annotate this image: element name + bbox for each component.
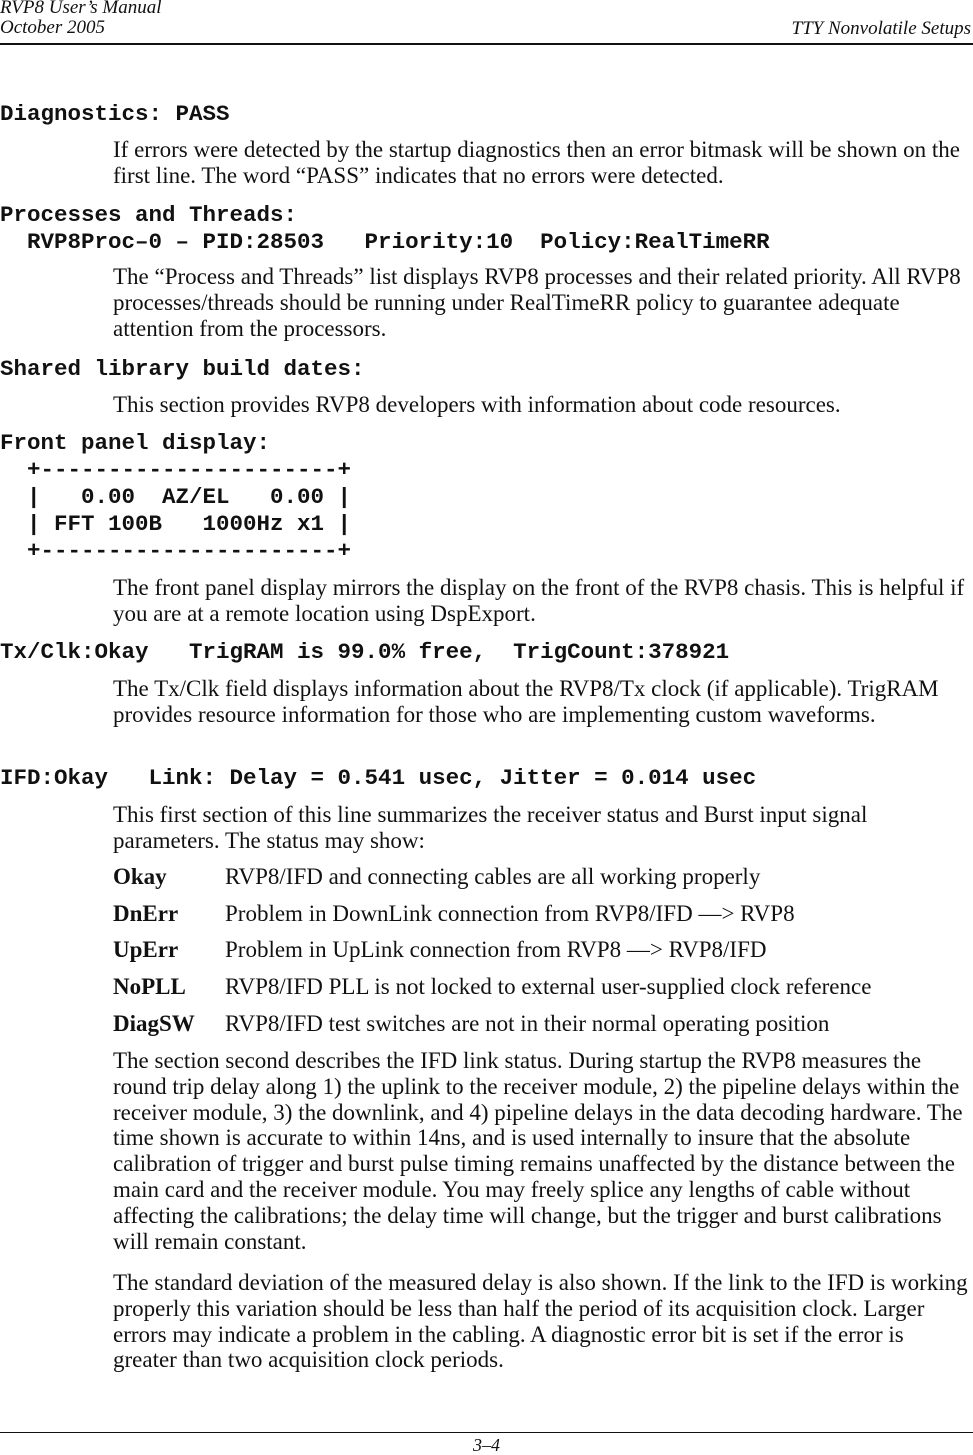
status-code: DnErr	[113, 901, 179, 926]
txclk-code: Tx/Clk:Okay TrigRAM is 99.0% free, TrigCount:378921	[0, 639, 730, 665]
front-panel-code-line-5: +----------------------+	[0, 538, 352, 564]
shared-library-description: This section provides RVP8 developers with information about code resources.	[113, 392, 841, 417]
section-title: TTY Nonvolatile Setups	[791, 18, 971, 39]
status-description: RVP8/IFD PLL is not locked to external user-supplied clock reference	[225, 974, 872, 999]
diagnostics-description: If errors were detected by the startup diagnostics then an error bitmask will be shown on the first line. The word “PASS” indicates that no errors were detected.	[113, 137, 960, 188]
processes-code-line-2: RVP8Proc–0 – PID:28503 Priority:10 Policy:RealTimeRR	[0, 229, 770, 255]
header-divider	[0, 43, 973, 45]
ifd-code: IFD:Okay Link: Delay = 0.541 usec, Jitter = 0.014 usec	[0, 765, 757, 791]
footer-divider	[0, 1432, 973, 1433]
status-code: UpErr	[113, 937, 179, 962]
front-panel-code-line-1: Front panel display:	[0, 430, 271, 456]
shared-library-code: Shared library build dates:	[0, 356, 365, 382]
front-panel-description: The front panel display mirrors the display on the front of the RVP8 chasis. This is helpful if you are at a remote location using DspExport.	[113, 575, 965, 626]
status-code: NoPLL	[113, 974, 186, 999]
ifd-jitter-description: The standard deviation of the measured delay is also shown. If the link to the IFD is working properly this variation should be less than half the period of its acquisition clock. Larger errors may indicate a problem in the cabling. A diagnostic error bit is set if the error is greater than two acquisition clock periods.	[113, 1270, 968, 1373]
status-description: Problem in DownLink connection from RVP8/IFD —> RVP8	[225, 901, 795, 926]
front-panel-code-line-4: | FFT 100B 1000Hz x1 |	[0, 511, 352, 537]
status-code: DiagSW	[113, 1011, 195, 1036]
processes-code-line-1: Processes and Threads:	[0, 202, 298, 228]
running-header-left	[0, 0, 162, 38]
front-panel-code-line-3: | 0.00 AZ/EL 0.00 |	[0, 484, 352, 510]
status-code: Okay	[113, 864, 167, 889]
manual-title: RVP8 User’s Manual	[0, 0, 162, 18]
status-description: Problem in UpLink connection from RVP8 —> RVP8/IFD	[225, 937, 767, 962]
status-description: RVP8/IFD test switches are not in their normal operating position	[225, 1011, 830, 1036]
diagnostics-code: Diagnostics: PASS	[0, 101, 230, 127]
ifd-description: This first section of this line summarizes the receiver status and Burst input signal parameters. The status may show:	[113, 802, 868, 853]
processes-description: The “Process and Threads” list displays RVP8 processes and their related priority. All RVP8 processes/threads should be running under RealTimeRR policy to guarantee adequate attention from the processors.	[113, 264, 961, 341]
txclk-description: The Tx/Clk field displays information about the RVP8/Tx clock (if applicable). TrigRAM provides resource information for those who are implementing custom waveforms.	[113, 676, 939, 727]
ifd-link-description: The section second describes the IFD link status. During startup the RVP8 measures the round trip delay along 1) the uplink to the receiver module, 2) the pipeline delays within the receiver module, 3) the downlink, and 4) pipeline delays in the data decoding hardware. The time shown is accurate to within 14ns, and is used internally to insure that the absolute calibration of trigger and burst pulse timing remains unaffected by the distance between the main card and the receiver module. You may freely splice any lengths of cable without affecting the calibrations; the delay time will change, but the trigger and burst calibrations will remain constant.	[113, 1048, 963, 1254]
manual-date: October 2005	[0, 17, 106, 38]
front-panel-code-line-2: +----------------------+	[0, 457, 352, 483]
status-description: RVP8/IFD and connecting cables are all working properly	[225, 864, 761, 889]
page-number: 3–4	[473, 1435, 500, 1455]
